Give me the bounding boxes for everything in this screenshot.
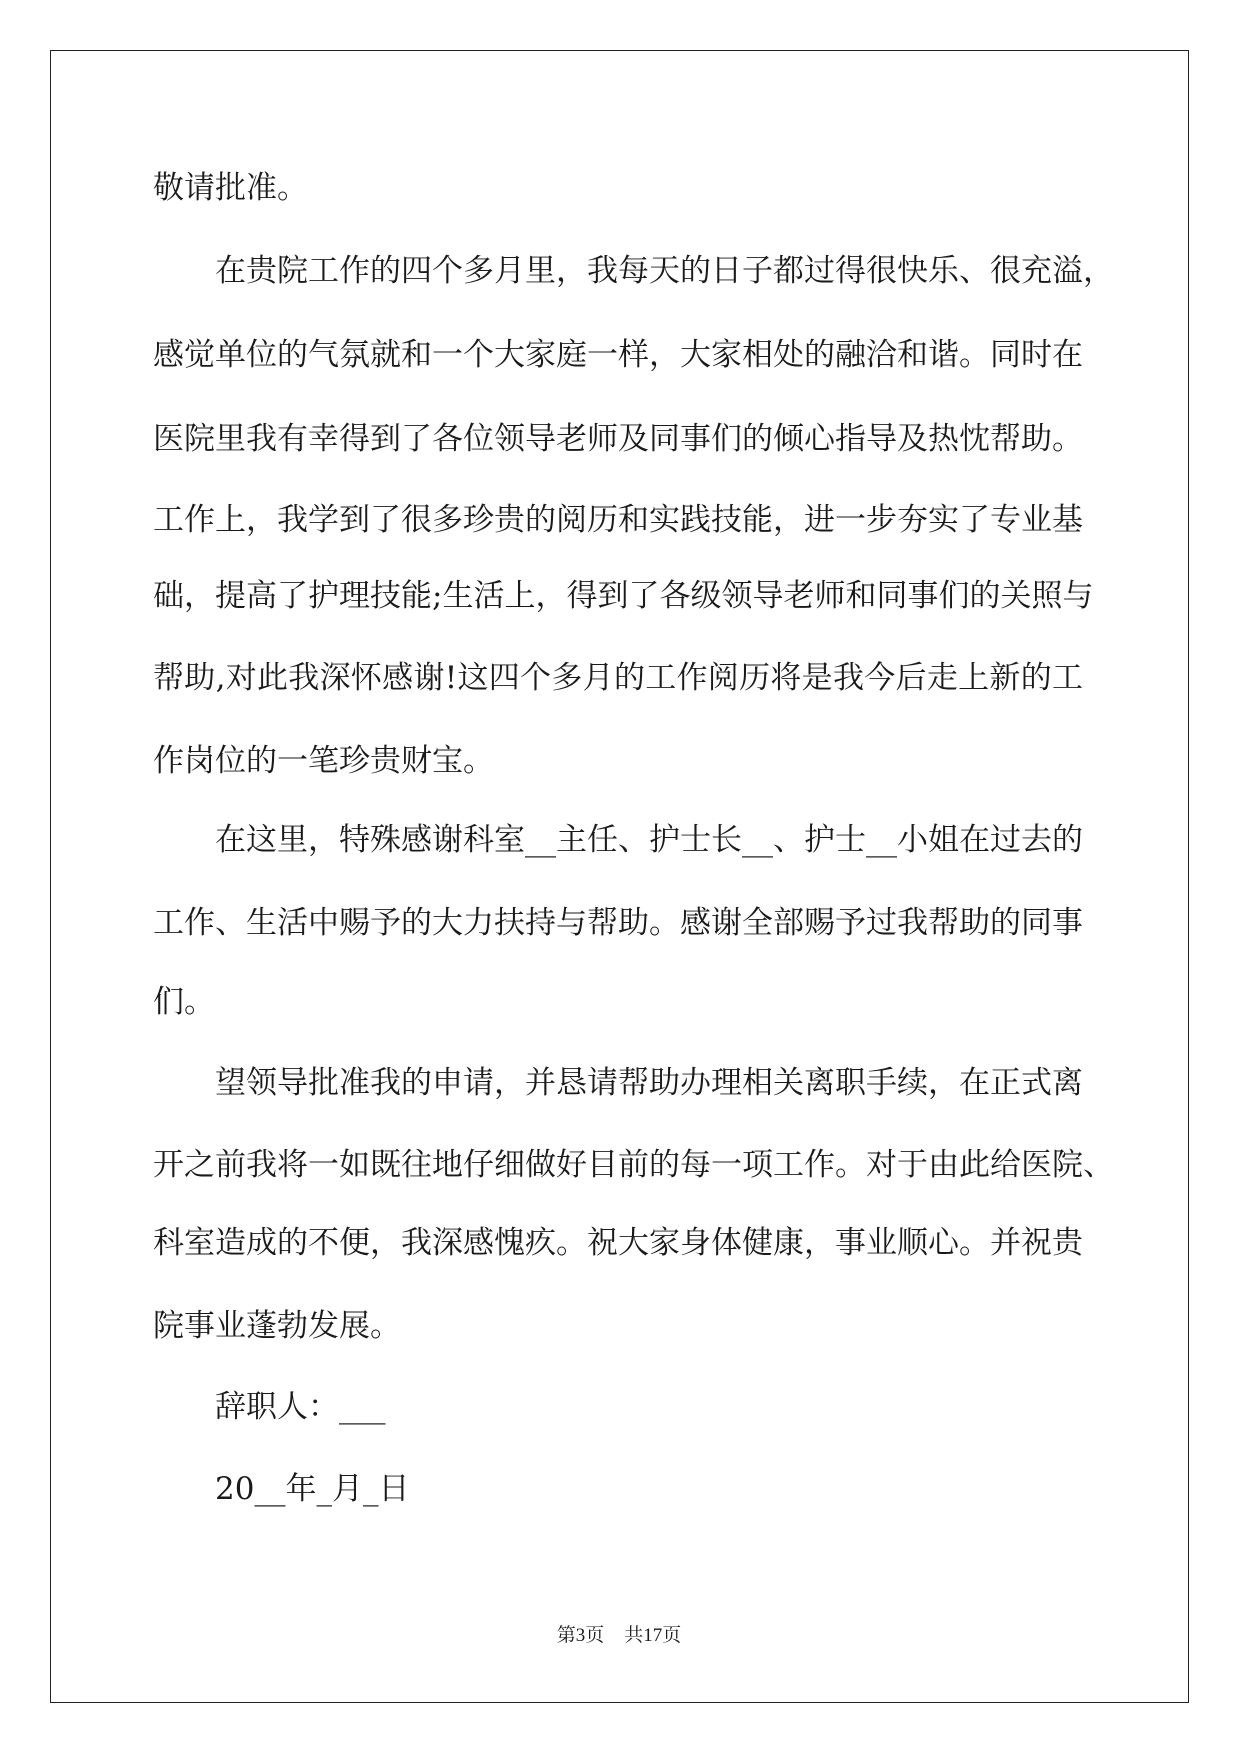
text-line: 科室造成的不便，我深感愧疚。祝大家身体健康，事业顺心。并祝贵 — [153, 1225, 1083, 1261]
text-line: 望领导批准我的申请，并恳请帮助办理相关离职手续，在正式离 — [215, 1065, 1083, 1101]
text-line: 帮助,对此我深怀感谢!这四个多月的工作阅历将是我今后走上新的工 — [153, 660, 1083, 696]
page-number: 第3页 — [556, 1625, 605, 1646]
text-line: 医院里我有幸得到了各位领导老师及同事们的倾心指导及热忱帮助。 — [153, 421, 1083, 457]
signer-line: 辞职人：___ — [215, 1389, 386, 1425]
text-line: 在这里，特殊感谢科室__主任、护士长__、护士__小姐在过去的 — [215, 822, 1083, 858]
text-line: 础，提高了护理技能;生活上，得到了各级领导老师和同事们的关照与 — [153, 578, 1094, 614]
text-line: 工作上，我学到了很多珍贵的阅历和实践技能，进一步夯实了专业基 — [153, 502, 1083, 538]
text-line: 作岗位的一笔珍贵财宝。 — [153, 743, 494, 779]
text-line: 开之前我将一如既往地仔细做好目前的每一项工作。对于由此给医院、 — [153, 1147, 1114, 1183]
date-line: 20__年_月_日 — [215, 1471, 410, 1507]
text-line: 敬请批准。 — [153, 170, 308, 206]
page-footer — [0, 1623, 1238, 1649]
text-line: 们。 — [153, 984, 215, 1020]
page-total: 共17页 — [624, 1625, 682, 1646]
page-border — [50, 50, 1189, 1703]
text-line: 院事业蓬勃发展。 — [153, 1308, 401, 1344]
text-line: 在贵院工作的四个多月里，我每天的日子都过得很快乐、很充溢， — [215, 253, 1114, 289]
text-line: 工作、生活中赐予的大力扶持与帮助。感谢全部赐予过我帮助的同事 — [153, 905, 1083, 941]
text-line: 感觉单位的气氛就和一个大家庭一样，大家相处的融洽和谐。同时在 — [153, 337, 1083, 373]
